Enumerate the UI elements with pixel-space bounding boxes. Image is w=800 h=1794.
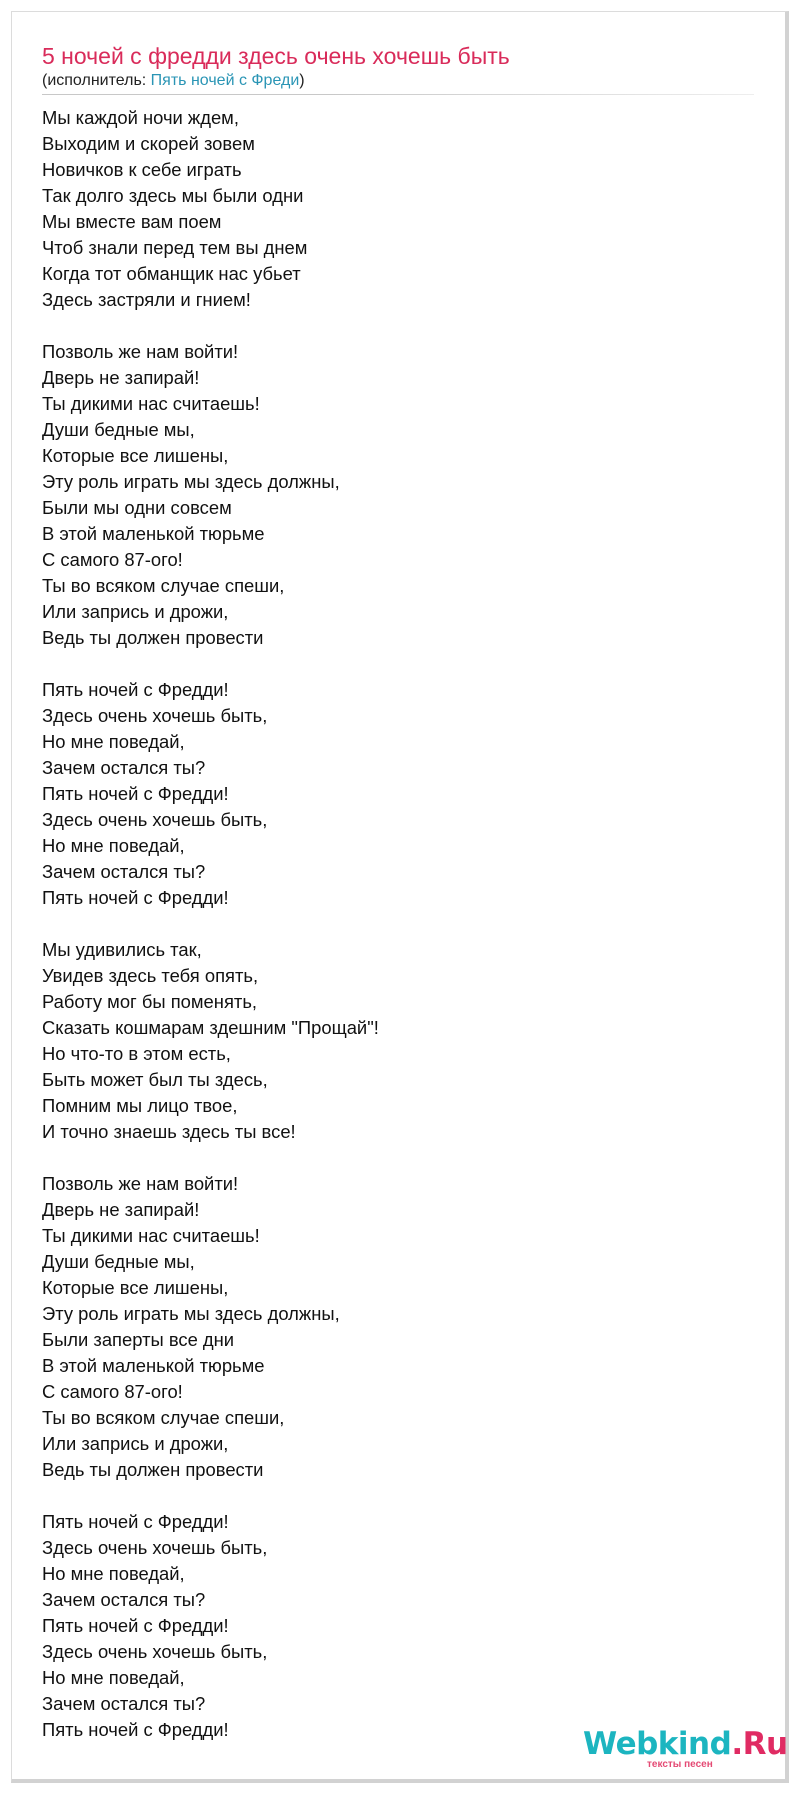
lyric-line: Дверь не запирай! bbox=[42, 367, 200, 388]
lyrics-text bbox=[42, 105, 762, 1743]
lyric-line: Когда тот обманщик нас убьет bbox=[42, 263, 301, 284]
lyric-line: Здесь очень хочешь быть, bbox=[42, 1641, 268, 1662]
lyric-line: В этой маленькой тюрьме bbox=[42, 523, 265, 544]
lyric-line: Пять ночей с Фредди! bbox=[42, 1511, 229, 1532]
logo-tagline: тексты песен bbox=[647, 1759, 713, 1770]
lyric-line: С самого 87-ого! bbox=[42, 1381, 183, 1402]
lyric-line: Зачем остался ты? bbox=[42, 1589, 206, 1610]
lyric-line: Но мне поведай, bbox=[42, 1667, 185, 1688]
lyric-line: В этой маленькой тюрьме bbox=[42, 1355, 265, 1376]
lyric-line: Здесь застряли и гнием! bbox=[42, 289, 251, 310]
lyric-line: Которые все лишены, bbox=[42, 445, 229, 466]
lyrics-stanza bbox=[42, 339, 762, 651]
lyric-line: Пять ночей с Фредди! bbox=[42, 1615, 229, 1636]
lyric-line: Сказать кошмарам здешним "Прощай"! bbox=[42, 1017, 379, 1038]
lyric-line: Новичков к себе играть bbox=[42, 159, 242, 180]
lyrics-stanza bbox=[42, 1171, 762, 1483]
artist-suffix: ) bbox=[299, 72, 305, 89]
artist-prefix: (исполнитель: bbox=[42, 72, 151, 89]
lyric-line: Были заперты все дни bbox=[42, 1329, 235, 1350]
lyric-line: Души бедные мы, bbox=[42, 419, 195, 440]
lyric-line: Но мне поведай, bbox=[42, 1563, 185, 1584]
lyric-line: Мы вместе вам поем bbox=[42, 211, 222, 232]
lyric-line: Позволь же нам войти! bbox=[42, 1173, 239, 1194]
lyric-line: Но мне поведай, bbox=[42, 835, 185, 856]
lyric-line: Выходим и скорей зовем bbox=[42, 133, 255, 154]
lyric-line: Пять ночей с Фредди! bbox=[42, 679, 229, 700]
lyric-line: Или запрись и дрожи, bbox=[42, 1433, 229, 1454]
lyric-line: Ведь ты должен провести bbox=[42, 627, 264, 648]
logo-wordmark bbox=[583, 1724, 788, 1764]
lyric-line: Пять ночей с Фредди! bbox=[42, 783, 229, 804]
lyric-line: И точно знаешь здесь ты все! bbox=[42, 1121, 296, 1142]
lyric-line: Но мне поведай, bbox=[42, 731, 185, 752]
lyric-line: Здесь очень хочешь быть, bbox=[42, 1537, 268, 1558]
lyric-line: Работу мог бы поменять, bbox=[42, 991, 258, 1012]
lyric-line: Увидев здесь тебя опять, bbox=[42, 965, 259, 986]
lyrics-stanza bbox=[42, 105, 762, 313]
lyric-line: Ты дикими нас считаешь! bbox=[42, 1225, 260, 1246]
lyric-line: Зачем остался ты? bbox=[42, 1693, 206, 1714]
lyric-line: Мы каждой ночи ждем, bbox=[42, 107, 239, 128]
lyric-line: Или запрись и дрожи, bbox=[42, 601, 229, 622]
lyric-line: Дверь не запирай! bbox=[42, 1199, 200, 1220]
lyric-line: Ведь ты должен провести bbox=[42, 1459, 264, 1480]
lyric-line: Но что-то в этом есть, bbox=[42, 1043, 231, 1064]
lyrics-stanza bbox=[42, 1509, 762, 1743]
lyric-line: Позволь же нам войти! bbox=[42, 341, 239, 362]
lyric-line: Так долго здесь мы были одни bbox=[42, 185, 304, 206]
lyric-line: Быть может был ты здесь, bbox=[42, 1069, 268, 1090]
logo-tld: .Ru bbox=[731, 1726, 788, 1762]
lyrics-stanza bbox=[42, 677, 762, 911]
lyric-line: Зачем остался ты? bbox=[42, 757, 206, 778]
lyric-line: Души бедные мы, bbox=[42, 1251, 195, 1272]
lyric-line: Эту роль играть мы здесь должны, bbox=[42, 1303, 340, 1324]
title-divider bbox=[42, 94, 754, 95]
lyric-line: Ты во всяком случае спеши, bbox=[42, 1407, 285, 1428]
lyric-line: Мы удивились так, bbox=[42, 939, 202, 960]
lyric-line: Ты во всяком случае спеши, bbox=[42, 575, 285, 596]
song-title: 5 ночей с фредди здесь очень хочешь быть bbox=[42, 43, 510, 69]
lyric-line: Были мы одни совсем bbox=[42, 497, 232, 518]
lyric-line: Ты дикими нас считаешь! bbox=[42, 393, 260, 414]
lyric-line: Пять ночей с Фредди! bbox=[42, 887, 229, 908]
lyric-line: Чтоб знали перед тем вы днем bbox=[42, 237, 308, 258]
lyric-line: Которые все лишены, bbox=[42, 1277, 229, 1298]
lyric-line: Помним мы лицо твое, bbox=[42, 1095, 238, 1116]
lyric-line: С самого 87-ого! bbox=[42, 549, 183, 570]
lyric-line: Здесь очень хочешь быть, bbox=[42, 705, 268, 726]
lyric-line: Зачем остался ты? bbox=[42, 861, 206, 882]
artist-link[interactable]: Пять ночей с Фреди bbox=[150, 72, 300, 89]
lyric-line: Эту роль играть мы здесь должны, bbox=[42, 471, 340, 492]
lyrics-stanza bbox=[42, 937, 762, 1145]
lyric-line: Пять ночей с Фредди! bbox=[42, 1719, 229, 1740]
webkind-logo[interactable] bbox=[583, 1724, 788, 1774]
song-content bbox=[42, 36, 762, 1769]
lyric-line: Здесь очень хочешь быть, bbox=[42, 809, 268, 830]
logo-word: Webkind bbox=[583, 1726, 732, 1762]
